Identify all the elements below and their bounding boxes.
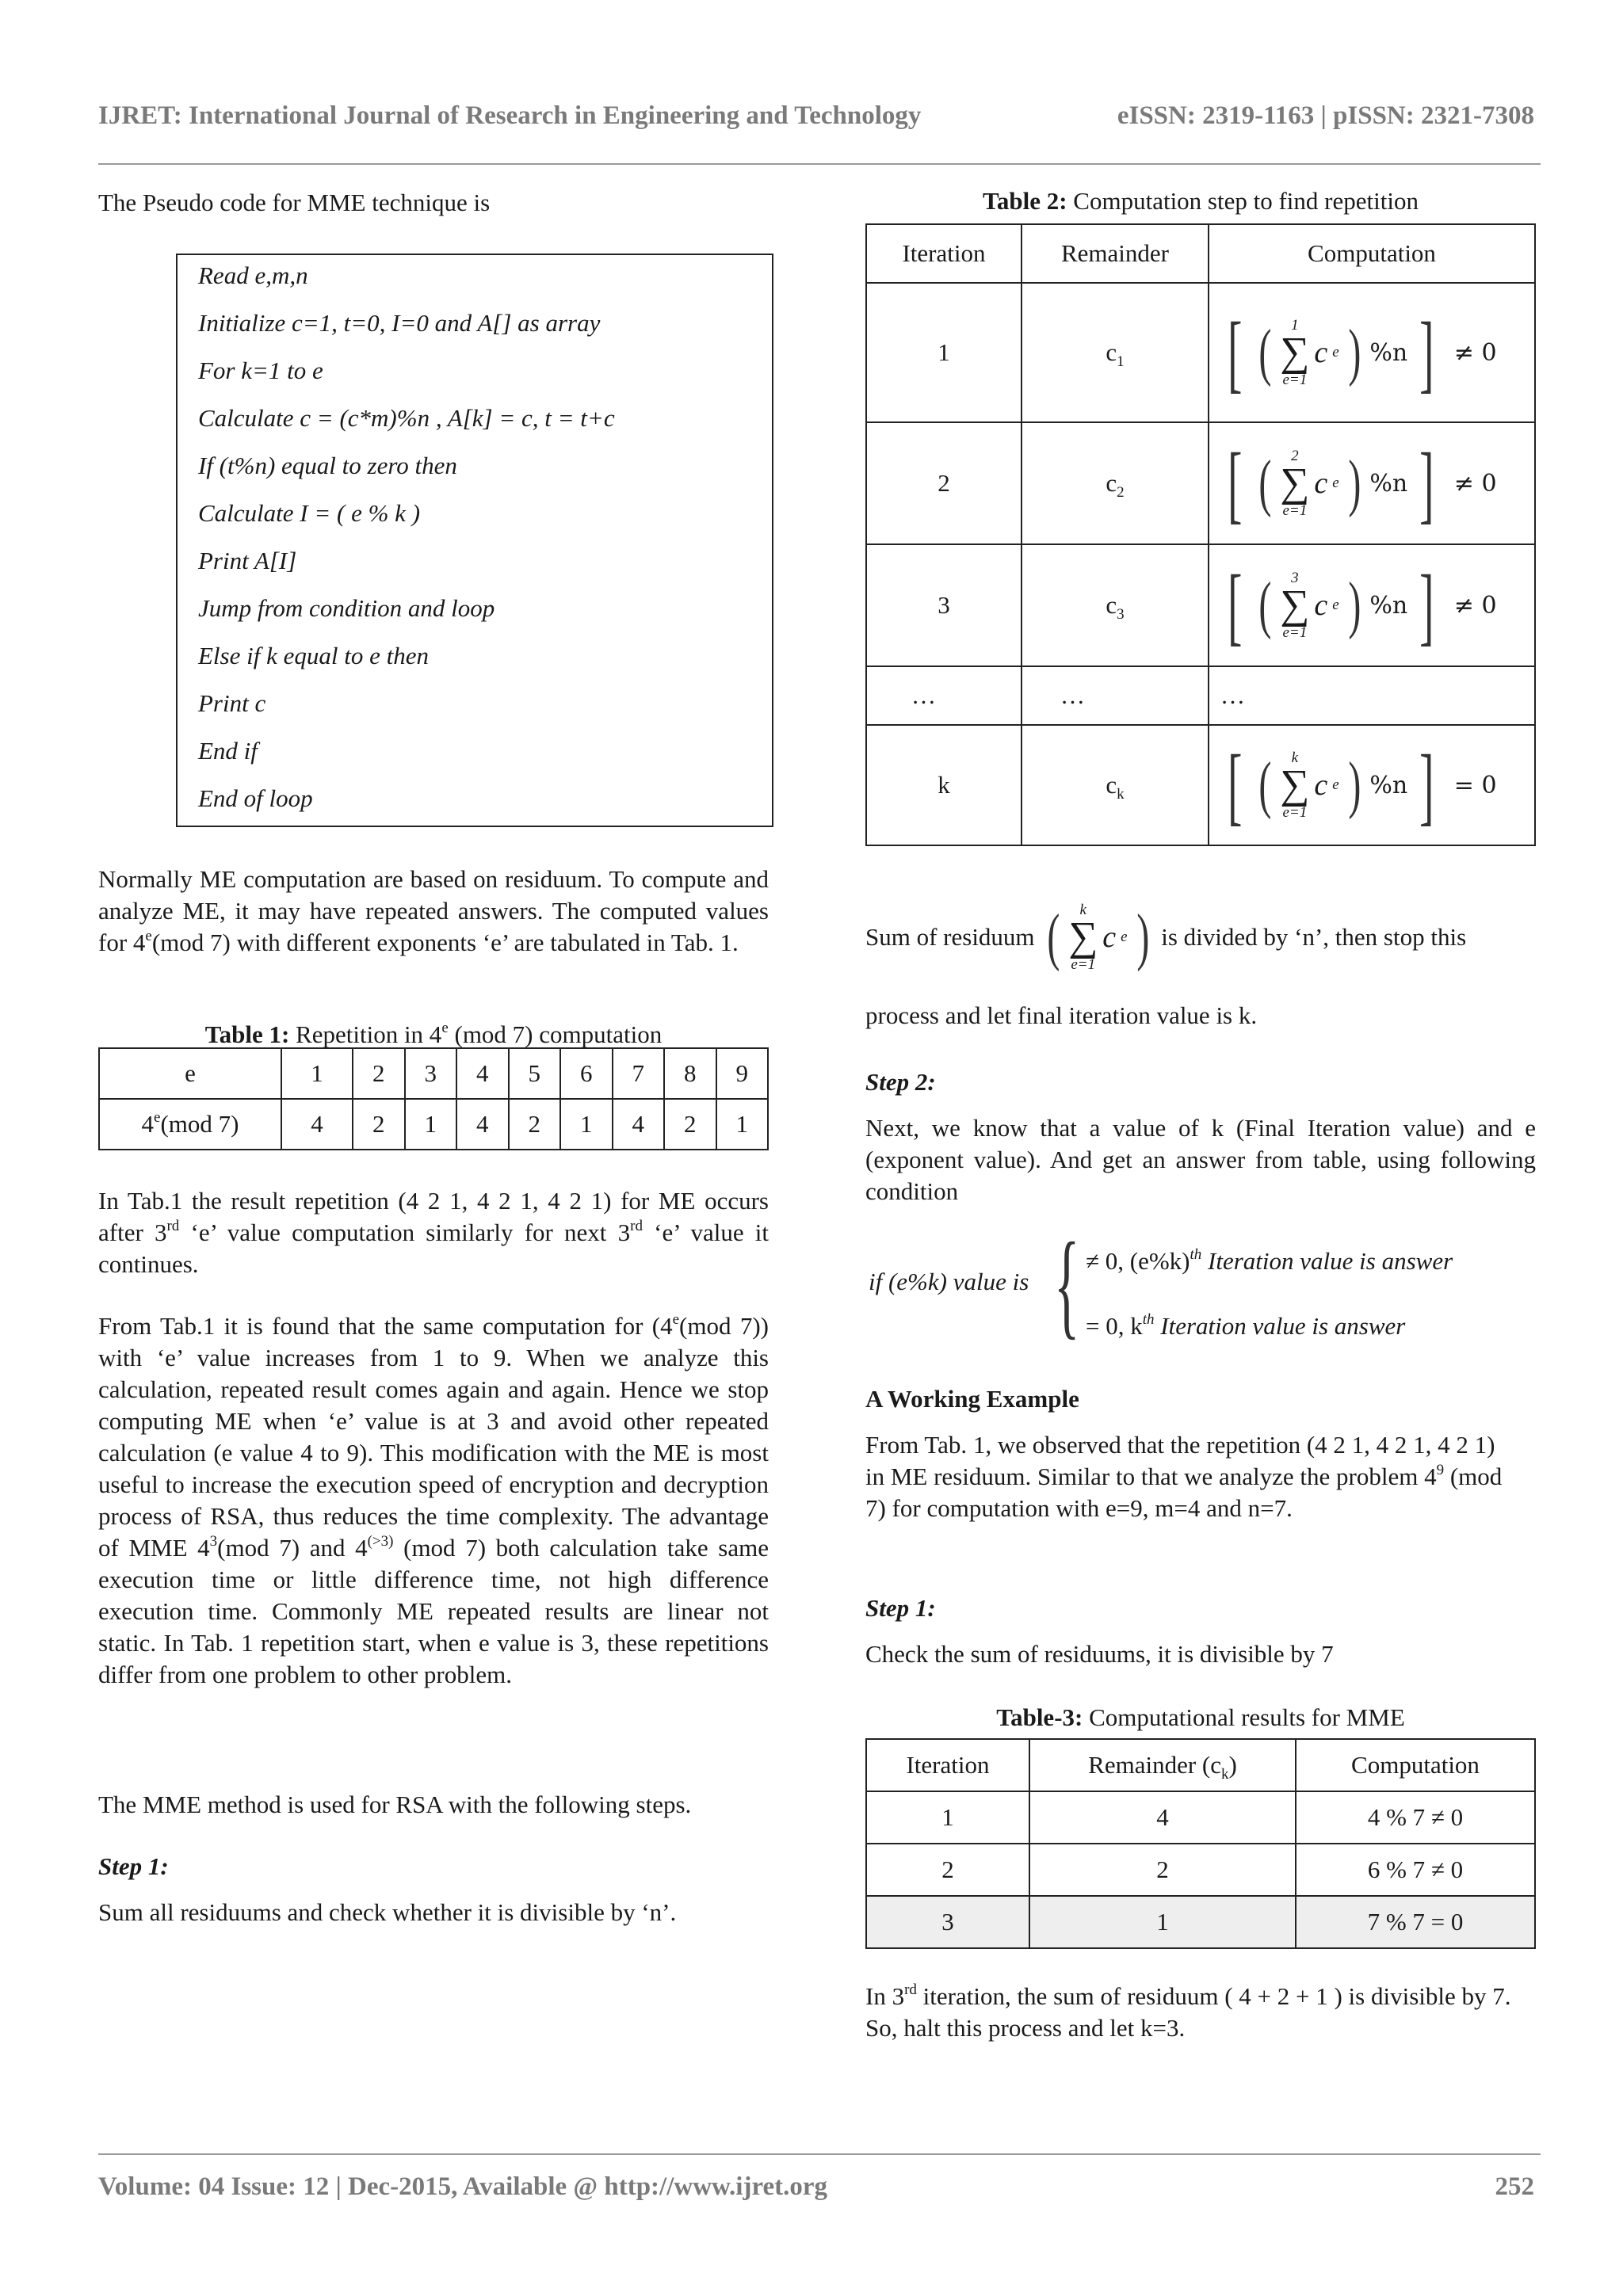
step1-text: Sum all residuums and check whether it is divisible by ‘n’. — [98, 1898, 677, 1926]
table1-caption: Table 1: Repetition in 4e (mod 7) computation — [204, 1019, 663, 1048]
table-cell: 4 — [613, 1099, 665, 1150]
step2-heading: Step 2: — [865, 1068, 936, 1096]
table-cell: 4 — [281, 1099, 353, 1150]
code-line: For k=1 to e — [198, 357, 323, 384]
running-header — [98, 101, 1534, 131]
step1b-heading: Step 1: — [865, 1594, 936, 1622]
table-cell: … — [866, 666, 1022, 725]
code-line: End of loop — [198, 784, 313, 812]
running-footer — [98, 2172, 1534, 2202]
table-cell: 1 — [405, 1099, 457, 1150]
code-line: Calculate I = ( e % k ) — [198, 499, 421, 527]
table3-header: Computation — [1296, 1739, 1535, 1791]
header-rule — [98, 163, 1541, 165]
code-line: Initialize c=1, t=0, I=0 and A[] as array — [198, 309, 601, 337]
table-cell: 1 — [1029, 1896, 1296, 1948]
table-cell: $c_k$ — [1022, 725, 1209, 845]
code-line: Calculate c = (c*m)%n , A[k] = c, t = t+c — [198, 404, 615, 432]
table-cell: 6 % 7 ≠ 0 — [1296, 1844, 1535, 1896]
table-cell: 2 — [353, 1048, 405, 1099]
condition-line-1: ≠ 0, $(e\%k)^{th}$ Iteration value is answer — [1086, 1245, 1453, 1275]
paragraph-4: The MME method is used for RSA with the following steps. — [98, 1791, 692, 1818]
table-cell: 2 — [1029, 1844, 1296, 1896]
code-line: Else if k equal to e then — [198, 642, 429, 669]
table-cell: … — [1209, 666, 1535, 725]
table-2 — [865, 223, 1536, 846]
table-cell: 8 — [664, 1048, 716, 1099]
table3-header: Remainder $(c_k)$ — [1029, 1739, 1296, 1791]
table-cell: 1 — [560, 1099, 613, 1150]
computation-formula: [ ( k ∑ e=1 c e ) %n ] = 0 — [1209, 725, 1535, 845]
sum-residuum-continue: process and let final iteration value is k. — [865, 1001, 1258, 1029]
table-cell: 3 — [866, 1896, 1029, 1948]
table-cell: 4 % 7 ≠ 0 — [1296, 1791, 1535, 1844]
table-cell: 2 — [866, 1844, 1029, 1896]
table-1 — [98, 1047, 769, 1150]
table-cell: 7 % 7 = 0 — [1296, 1896, 1535, 1948]
condition-prefix: if (e%k) value is — [869, 1268, 1029, 1295]
table-cell: 2 — [866, 422, 1022, 544]
table-cell: 1 — [866, 1791, 1029, 1844]
table-cell: 4 — [456, 1048, 509, 1099]
paragraph-1: Normally ME computation are based on residuum. To compute and analyze ME, it may have repeated answers. The computed values for 4e(mod 7) with different exponents ‘e’ are tabulated in Tab. 1. — [98, 865, 769, 956]
table1-header-label: e — [99, 1048, 281, 1099]
code-line: If (t%n) equal to zero then — [198, 452, 457, 479]
table-cell: 1 — [866, 283, 1022, 422]
table-cell: k — [866, 725, 1022, 845]
step1b-text: Check the sum of residuums, it is divisible by 7 — [865, 1640, 1334, 1668]
pseudo-intro: The Pseudo code for MME technique is — [98, 189, 491, 216]
sum-residuum-line: Sum of residuum ( k ∑ e=1 c e ) is divided by ‘n’, then stop this — [865, 902, 1467, 973]
table-cell: 1 — [281, 1048, 353, 1099]
table-cell: … — [1022, 666, 1209, 725]
table-cell: 3 — [405, 1048, 457, 1099]
example-heading: A Working Example — [865, 1385, 1079, 1413]
table-cell: 4 — [456, 1099, 509, 1150]
computation-formula: [ ( 2 ∑ e=1 c e ) %n ] ≠ 0 — [1209, 422, 1535, 544]
table-cell: 6 — [560, 1048, 613, 1099]
table-cell: 4 — [1029, 1791, 1296, 1844]
table-cell: $c_2$ — [1022, 422, 1209, 544]
brace-icon: { — [1054, 1219, 1080, 1350]
table-cell: 5 — [509, 1048, 561, 1099]
table-cell: 1 — [716, 1099, 769, 1150]
table-cell: 7 — [613, 1048, 665, 1099]
issn: eISSN: 2319-1163 | pISSN: 2321-7308 — [1117, 101, 1534, 130]
computation-formula: [ ( 3 ∑ e=1 c e ) %n ] ≠ 0 — [1209, 544, 1535, 666]
table-cell: 2 — [509, 1099, 561, 1150]
table2-header: Remainder — [1022, 224, 1209, 283]
table-cell: 2 — [664, 1099, 716, 1150]
volume-info: Volume: 04 Issue: 12 | Dec-2015, Available @ http://www.ijret.org — [98, 2172, 828, 2201]
paragraph-2: In Tab.1 the result repetition (4 2 1, 4 2 1, 4 2 1) for ME occurs after 3rd ‘e’ value computation similarly for next 3rd ‘e’ value it continues. — [98, 1187, 769, 1278]
code-line: Read e,m,n — [198, 261, 308, 289]
table-cell: 2 — [353, 1099, 405, 1150]
table-cell: $c_1$ — [1022, 283, 1209, 422]
step1-heading: Step 1: — [98, 1852, 169, 1880]
table1-row-label: 4e(mod 7) — [99, 1099, 281, 1150]
pseudocode-box — [176, 254, 773, 827]
table-cell: 3 — [866, 544, 1022, 666]
computation-formula: [ ( 1 ∑ e=1 c e ) %n ] ≠ 0 — [1209, 283, 1535, 422]
code-line: Print c — [198, 689, 266, 717]
table3-header: Iteration — [866, 1739, 1029, 1791]
journal-title: IJRET: International Journal of Research in Engineering and Technology — [98, 101, 922, 130]
table3-caption: Table-3: Computational results for MME — [996, 1703, 1405, 1731]
condition-line-2: = 0, $k^{th}$ Iteration value is answer — [1086, 1310, 1406, 1340]
code-line: Jump from condition and loop — [198, 594, 495, 622]
code-line: Print A[I] — [198, 547, 297, 574]
step2-text: Next, we know that a value of k (Final Iteration value) and e (exponent value). And get an answer from table, using following condition — [865, 1114, 1536, 1205]
paragraph-3: From Tab.1 it is found that the same computation for (4e(mod 7)) with ‘e’ value increases from 1 to 9. When we analyze this calculation, repeated result comes again and again. Hence we stop computing ME when ‘e’ value is at 3 and avoid other repeated calculation (e value 4 to 9). This modification with the ME is most useful to increase the execution speed of encryption and decryption process of RSA, thus reduces the time complexity. The advantage of MME $4^3(mod$ 7) and $4^{(>3)}$ (mod 7) both calculation take same execution time or little difference time, not high difference execution time. Commonly ME repeated results are linear not static. In Tab. 1 repetition start, when e value is 3, these repetitions differ from one problem to other problem. — [98, 1310, 769, 1688]
page-number: 252 — [1495, 2172, 1534, 2201]
table2-caption: Table 2: Computation step to find repetition — [983, 187, 1419, 215]
table-3 — [865, 1738, 1536, 1949]
example-text: From Tab. 1, we observed that the repetition (4 2 1, 4 2 1, 4 2 1) in ME residuum. Similar to that we analyze the problem $4^9$ (mod 7) for computation with e=9, m=4 and n=7. — [865, 1431, 1503, 1522]
footer-rule — [98, 2153, 1541, 2155]
table2-header: Computation — [1209, 224, 1535, 283]
code-line: End if — [198, 737, 258, 765]
final-paragraph: In 3rd iteration, the sum of residuum ( 4 + 2 + 1 ) is divisible by 7. So, halt this process and let k=3. — [865, 1981, 1511, 2042]
table2-header: Iteration — [866, 224, 1022, 283]
table-cell: $c_3$ — [1022, 544, 1209, 666]
table-cell: 9 — [716, 1048, 769, 1099]
